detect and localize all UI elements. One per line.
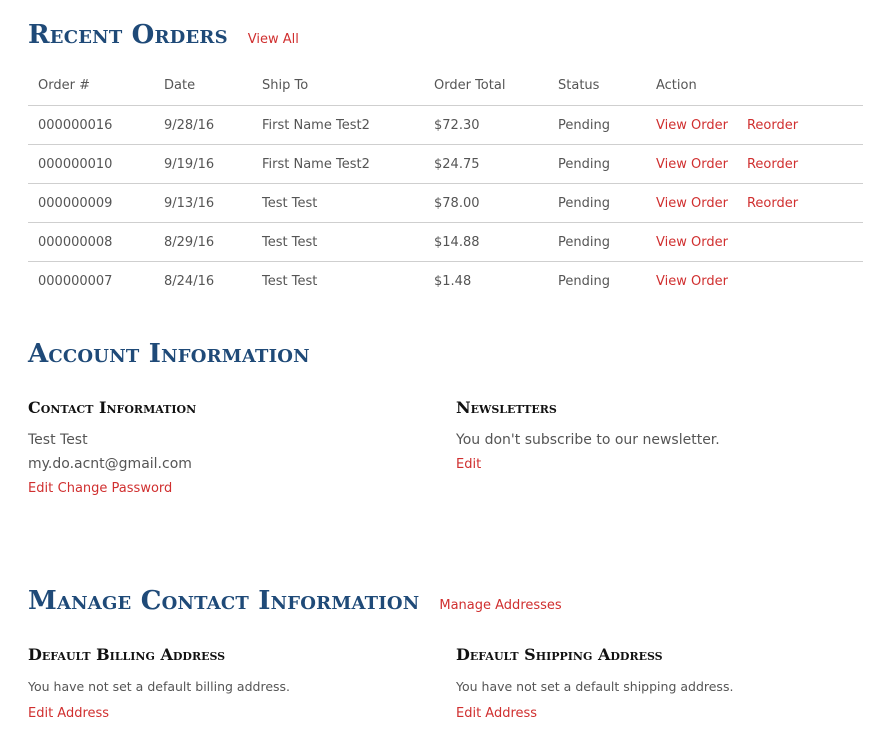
order-date: 8/29/16: [154, 223, 252, 262]
contact-name: Test Test: [28, 432, 88, 448]
edit-shipping-address-link[interactable]: Edit Address: [456, 706, 538, 721]
order-status: Pending: [548, 145, 646, 184]
order-actions: [646, 145, 863, 184]
view-order-link[interactable]: View Order: [656, 117, 728, 133]
shipping-actions: [456, 703, 863, 724]
recent-orders-title: Recent Orders: [28, 20, 228, 50]
default-shipping-heading: Default Shipping Address: [456, 645, 663, 664]
view-order-link[interactable]: View Order: [656, 273, 728, 289]
newsletter-status-text: You don't subscribe to our newsletter.: [456, 432, 720, 448]
order-actions: [646, 184, 863, 223]
newsletters-heading: Newsletters: [456, 398, 557, 417]
shipping-address-text: You have not set a default shipping address.: [456, 679, 734, 694]
manage-contact-title: Manage Contact Information: [28, 586, 420, 616]
order-date: 9/19/16: [154, 145, 252, 184]
contact-email: my.do.acnt@gmail.com: [28, 456, 192, 472]
table-row: [28, 106, 863, 145]
edit-contact-link[interactable]: Edit: [28, 481, 54, 496]
order-number: 000000008: [28, 223, 154, 262]
account-information-header: [28, 341, 310, 367]
contact-actions: [28, 476, 448, 501]
order-status: Pending: [548, 223, 646, 262]
column-header-order-number: Order #: [28, 66, 154, 106]
order-ship-to: First Name Test2: [252, 106, 424, 145]
order-status: Pending: [558, 273, 610, 289]
order-ship-to: Test Test: [262, 273, 318, 289]
order-total: $1.48: [434, 273, 472, 289]
recent-orders-header: [28, 22, 299, 48]
order-number: 000000016: [28, 106, 154, 145]
order-total: $78.00: [424, 184, 548, 223]
view-order-link[interactable]: View Order: [656, 156, 728, 172]
order-date: 8/24/16: [164, 273, 215, 289]
order-number: 000000007: [38, 273, 113, 289]
order-total: $72.30: [424, 106, 548, 145]
table-row: [28, 145, 863, 184]
reorder-link[interactable]: Reorder: [746, 117, 799, 133]
order-total: $24.75: [424, 145, 548, 184]
edit-billing-address-link[interactable]: Edit Address: [28, 706, 110, 721]
order-date: 9/28/16: [154, 106, 252, 145]
column-header-date: Date: [154, 66, 252, 106]
manage-contact-header: [28, 588, 562, 614]
order-number: 000000009: [28, 184, 154, 223]
default-billing-address-box: [28, 647, 448, 724]
column-header-action: Action: [646, 66, 863, 106]
column-header-order-total: Order Total: [424, 66, 548, 106]
table-header-row: [28, 66, 863, 106]
billing-actions: [28, 703, 448, 724]
order-actions: [646, 223, 863, 262]
column-header-ship-to: Ship To: [252, 66, 424, 106]
recent-orders-table: [28, 66, 863, 300]
contact-information-box: [28, 400, 448, 501]
table-row: [28, 184, 863, 223]
reorder-link[interactable]: Reorder: [746, 156, 799, 172]
view-order-link[interactable]: View Order: [656, 234, 728, 250]
column-header-status: Status: [548, 66, 646, 106]
order-ship-to: First Name Test2: [252, 145, 424, 184]
order-ship-to: Test Test: [252, 184, 424, 223]
order-actions: [646, 106, 863, 145]
reorder-link[interactable]: Reorder: [746, 195, 799, 211]
default-shipping-address-box: [456, 647, 863, 724]
account-information-title: Account Information: [28, 339, 310, 369]
order-status: Pending: [548, 106, 646, 145]
order-status: Pending: [548, 184, 646, 223]
order-date: 9/13/16: [154, 184, 252, 223]
order-total: $14.88: [424, 223, 548, 262]
newsletters-box: [456, 400, 863, 477]
billing-address-text: You have not set a default billing address.: [28, 679, 291, 694]
view-all-orders-link[interactable]: View All: [247, 32, 299, 47]
order-actions: [646, 262, 863, 301]
default-billing-heading: Default Billing Address: [28, 645, 226, 664]
view-order-link[interactable]: View Order: [656, 195, 728, 211]
order-ship-to: Test Test: [252, 223, 424, 262]
contact-information-heading: Contact Information: [28, 398, 197, 417]
table-row: [28, 262, 863, 301]
edit-newsletter-link[interactable]: Edit: [456, 457, 482, 472]
manage-addresses-link[interactable]: Manage Addresses: [439, 598, 562, 613]
change-password-link[interactable]: Change Password: [57, 481, 173, 496]
order-number: 000000010: [28, 145, 154, 184]
newsletter-actions: [456, 452, 863, 477]
table-row: [28, 223, 863, 262]
